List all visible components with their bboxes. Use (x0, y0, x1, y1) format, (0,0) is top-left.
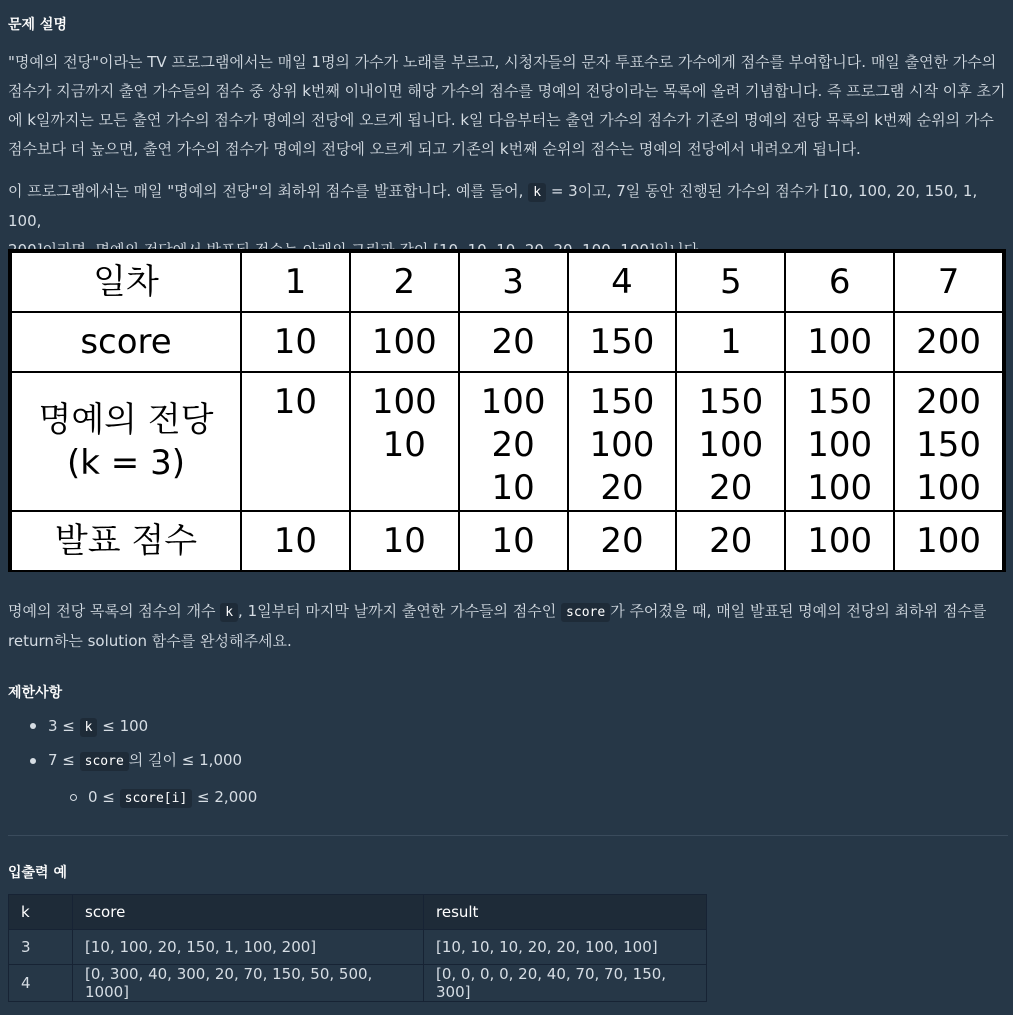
constraint-item (48, 715, 148, 739)
inline-code-score-i: score[i] (120, 789, 193, 808)
examples-header-row (9, 895, 707, 930)
figure-announced-cell: 100 (785, 511, 894, 571)
figure-hall-cell (241, 372, 350, 511)
constraint-subitem (88, 786, 257, 810)
figure-hall-cell (894, 372, 1003, 511)
figure-announced-cell: 20 (676, 511, 785, 571)
inline-code-k: k (80, 718, 98, 737)
constraints-title: 제한사항 (8, 685, 63, 701)
hall-value: 100 (589, 425, 655, 465)
figure-day-cell: 3 (459, 252, 568, 312)
figure-hall-cell (459, 372, 568, 511)
table-cell: [10, 10, 10, 20, 20, 100, 100] (424, 930, 707, 965)
constraint-text: 7 ≤ (48, 751, 80, 769)
table-cell: [10, 100, 20, 150, 1, 100, 200] (73, 930, 424, 965)
constraint-text: ≤ 100 (97, 717, 149, 735)
section-title: 문제 설명 (8, 17, 67, 33)
figure-day-cell: 4 (568, 252, 677, 312)
hall-value: 200 (916, 382, 981, 422)
hall-value: 100 (480, 382, 546, 422)
task-text: return하는 solution 함수를 완성해주세요. (8, 632, 292, 650)
circle-bullet-icon (70, 794, 77, 801)
figure-day-cell: 6 (785, 252, 894, 312)
description-line: "명예의 전당"이라는 TV 프로그램에서는 매일 1명의 가수가 노래를 부르고, 시청자들의 문자 투표수로 가수에게 점수를 부여합니다. 매일 출연한 가수의 (8, 53, 997, 71)
section-divider (8, 835, 1008, 836)
inline-code-score: score (80, 752, 129, 771)
figure-announced-cell: 10 (459, 511, 568, 571)
figure-score-row (11, 312, 1003, 372)
figure-announced-cell: 10 (350, 511, 459, 571)
table-cell: 4 (9, 965, 73, 1002)
bullet-icon (30, 723, 36, 729)
table-cell: [0, 300, 40, 300, 20, 70, 150, 50, 500, 1000] (73, 965, 424, 1002)
figure-hall-cell (568, 372, 677, 511)
inline-code-k: k (528, 183, 546, 202)
figure-announced-cell: 10 (241, 511, 350, 571)
figure-row-label: 일차 (11, 252, 241, 312)
constraint-text: 의 길이 ≤ 1,000 (128, 751, 243, 769)
inline-code-k: k (220, 603, 238, 622)
task-text: 가 주어졌을 때, 매일 발표된 명예의 전당의 최하위 점수를 (610, 602, 987, 620)
constraint-text: ≤ 2,000 (192, 788, 258, 806)
task-paragraph (8, 597, 1008, 656)
hall-value: 150 (698, 382, 764, 422)
figure-hall-label: 명예의 전당 (38, 399, 214, 440)
table-cell: 3 (9, 930, 73, 965)
figure-day-cell: 5 (676, 252, 785, 312)
hall-value: 100 (698, 425, 764, 465)
figure-score-cell: 200 (894, 312, 1003, 372)
examples-title: 입출력 예 (8, 865, 67, 881)
hall-value: 150 (589, 382, 655, 422)
figure-hall-row (11, 372, 1003, 511)
table-row (9, 965, 707, 1002)
figure-announced-cell: 100 (894, 511, 1003, 571)
task-text: , 1일부터 마지막 날까지 출연한 가수들의 점수인 (238, 602, 562, 620)
figure-row-label: 발표 점수 (11, 511, 241, 571)
description-paragraph (8, 48, 1008, 164)
examples-table (8, 894, 707, 1002)
figure-score-cell: 10 (241, 312, 350, 372)
figure-hall-cell (350, 372, 459, 511)
constraint-item (48, 749, 242, 773)
table-cell: [0, 0, 0, 0, 20, 40, 70, 70, 150, 300] (424, 965, 707, 1002)
constraint-text: 3 ≤ (48, 717, 80, 735)
hall-value: 20 (600, 468, 644, 508)
hall-value: 150 (916, 425, 981, 465)
figure-announced-cell: 20 (568, 511, 677, 571)
hall-value: 10 (382, 425, 426, 465)
constraint-text: 0 ≤ (88, 788, 120, 806)
task-text: 명예의 전당 목록의 점수의 개수 (8, 602, 221, 620)
description-line: 점수보다 더 높으면, 출연 가수의 점수가 명예의 전당에 오르게 되고 기존의 k번째 순위의 점수는 명예의 전당에서 내려오게 됩니다. (8, 140, 861, 158)
figure-score-cell: 100 (350, 312, 459, 372)
figure-announced-row (11, 511, 1003, 571)
figure-day-row (11, 252, 1003, 312)
hall-value: 100 (371, 382, 437, 422)
bullet-icon (30, 758, 36, 764)
hall-of-fame-figure (8, 249, 1006, 572)
example-text: 이 프로그램에서는 매일 "명예의 전당"의 최하위 점수를 발표합니다. 예를 들어, (8, 182, 529, 200)
figure-row-label: score (11, 312, 241, 372)
figure-score-cell: 20 (459, 312, 568, 372)
figure-hall-cell (785, 372, 894, 511)
figure-day-cell: 7 (894, 252, 1003, 312)
column-header: score (73, 895, 424, 930)
description-line: 에 k일까지는 모든 출연 가수의 점수가 명예의 전당에 오르게 됩니다. k일 다음부터는 출연 가수의 점수가 기존의 명예의 전당 목록의 k번째 순위의 가수 (8, 111, 994, 129)
hall-value: 100 (916, 468, 981, 508)
figure-row-label (11, 372, 241, 511)
example-text: = 3이고, 7일 동안 진행된 가수의 점수가 [10, 100, 20, 150, 1, 100, (8, 182, 978, 230)
figure-day-cell: 1 (241, 252, 350, 312)
column-header: result (424, 895, 707, 930)
hall-value: 10 (273, 382, 318, 422)
hall-value: 150 (807, 382, 873, 422)
figure-score-cell: 1 (676, 312, 785, 372)
hall-value: 10 (491, 468, 535, 508)
table-row (9, 930, 707, 965)
figure-day-cell: 2 (350, 252, 459, 312)
figure-score-cell: 100 (785, 312, 894, 372)
inline-code-score: score (561, 603, 610, 622)
figure-hall-cell (676, 372, 785, 511)
figure-k-label: (k = 3) (67, 442, 185, 483)
hall-value: 20 (709, 468, 753, 508)
description-line: 점수가 지금까지 출연 가수들의 점수 중 상위 k번째 이내이면 해당 가수의 점수를 명예의 전당이라는 목록에 올려 기념합니다. 즉 프로그램 시작 이후 초기 (8, 82, 1006, 100)
hall-value: 20 (491, 425, 535, 465)
figure-score-cell: 150 (568, 312, 677, 372)
column-header: k (9, 895, 73, 930)
hall-value: 100 (807, 468, 873, 508)
hall-value: 100 (807, 425, 873, 465)
